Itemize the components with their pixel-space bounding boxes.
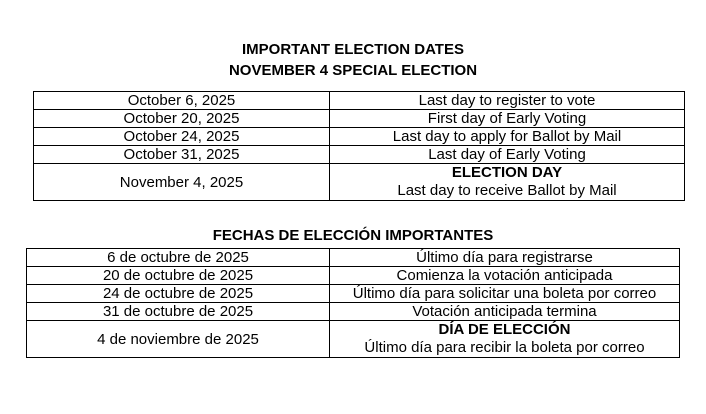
event-cell <box>330 164 685 201</box>
date-cell: 31 de octubre de 2025 <box>27 303 330 321</box>
date-cell: October 6, 2025 <box>34 92 330 110</box>
table-row <box>27 285 680 303</box>
table-row <box>27 303 680 321</box>
english-title-line-1: IMPORTANT ELECTION DATES <box>242 41 464 58</box>
date-cell: October 31, 2025 <box>34 146 330 164</box>
spanish-dates-table <box>26 248 680 358</box>
date-cell: 24 de octubre de 2025 <box>27 285 330 303</box>
event-cell: Last day to register to vote <box>330 92 685 110</box>
table-row-election-day <box>34 164 685 201</box>
date-cell: 4 de noviembre de 2025 <box>27 321 330 358</box>
event-cell: Comienza la votación anticipada <box>330 267 680 285</box>
date-cell: 20 de octubre de 2025 <box>27 267 330 285</box>
election-day-label: DÍA DE ELECCIÓN <box>438 321 571 338</box>
event-cell: Último día para solicitar una boleta por correo <box>330 285 680 303</box>
event-cell: Último día para registrarse <box>330 249 680 267</box>
event-cell: Last day to apply for Ballot by Mail <box>330 128 685 146</box>
event-cell: First day of Early Voting <box>330 110 685 128</box>
event-detail: Último día para recibir la boleta por correo <box>364 339 645 356</box>
table-row <box>34 146 685 164</box>
table-row <box>34 110 685 128</box>
english-title-line-2: NOVEMBER 4 SPECIAL ELECTION <box>228 62 478 79</box>
table-row-election-day <box>27 321 680 358</box>
table-row <box>27 267 680 285</box>
date-cell: October 24, 2025 <box>34 128 330 146</box>
election-day-label: ELECTION DAY <box>451 164 563 181</box>
event-cell: Votación anticipada termina <box>330 303 680 321</box>
table-row <box>34 128 685 146</box>
date-cell: October 20, 2025 <box>34 110 330 128</box>
table-row <box>27 249 680 267</box>
date-cell: November 4, 2025 <box>34 164 330 201</box>
date-cell: 6 de octubre de 2025 <box>27 249 330 267</box>
table-row <box>34 92 685 110</box>
event-cell <box>330 321 680 358</box>
spanish-title: FECHAS DE ELECCIÓN IMPORTANTES <box>212 227 494 244</box>
event-cell: Last day of Early Voting <box>330 146 685 164</box>
event-detail: Last day to receive Ballot by Mail <box>397 182 617 199</box>
english-dates-table <box>33 91 685 201</box>
